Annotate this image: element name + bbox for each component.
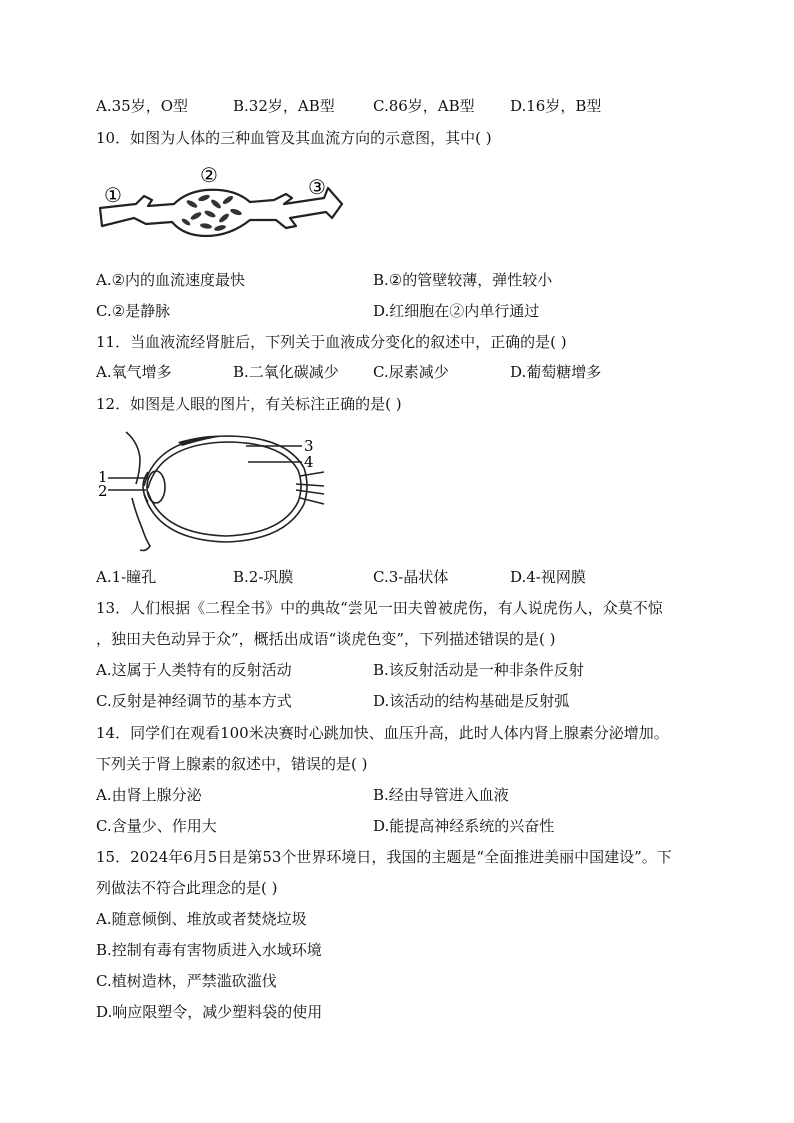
q13-option-b: B.该反射活动是一种非条件反射 (373, 661, 584, 679)
q14-option-a: A.由肾上腺分泌 (96, 786, 202, 804)
eye-label-2: 2 (98, 482, 108, 500)
q13-option-a: A.这属于人类特有的反射活动 (96, 661, 292, 679)
label-3: ③ (308, 175, 326, 199)
q9-option-c: C.86岁，AB型 (373, 97, 475, 115)
q14-option-c: C.含量少、作用大 (96, 817, 217, 835)
q15-option-a: A.随意倾倒、堆放或者焚烧垃圾 (96, 910, 307, 928)
q11-option-d: D.葡萄糖增多 (510, 363, 602, 381)
q12-option-d: D.4-视网膜 (510, 568, 586, 586)
eye-figure (96, 428, 326, 556)
q15-option-c: C.植树造林，严禁滥砍滥伐 (96, 972, 277, 990)
eye-label-1: 1 (98, 468, 108, 486)
q10-option-c: C.②是静脉 (96, 302, 171, 320)
q11-option-c: C.尿素减少 (373, 363, 449, 381)
blood-vessel-figure (96, 160, 346, 250)
q11-stem: 11．当血液流经肾脏后，下列关于血液成分变化的叙述中，正确的是( ) (96, 333, 567, 351)
q10-option-d: D.红细胞在②内单行通过 (373, 302, 540, 320)
q14-option-d: D.能提高神经系统的兴奋性 (373, 817, 555, 835)
q15-stem-line-1: 15．2024年6月5日是第53个世界环境日，我国的主题是“全面推进美丽中国建设”。下 (96, 848, 672, 866)
q14-option-b: B.经由导管进入血液 (373, 786, 509, 804)
q10-option-b: B.②的管壁较薄，弹性较小 (373, 271, 553, 289)
q9-option-d: D.16岁，B型 (510, 97, 602, 115)
eye-label-4: 4 (304, 453, 314, 471)
q12-option-b: B.2-巩膜 (233, 568, 294, 586)
eye-label-3: 3 (304, 437, 314, 455)
q11-option-a: A.氧气增多 (96, 363, 172, 381)
q13-option-c: C.反射是神经调节的基本方式 (96, 692, 292, 710)
label-2: ② (200, 163, 218, 187)
q10-option-a: A.②内的血流速度最快 (96, 271, 246, 289)
q15-stem-line-2: 列做法不符合此理念的是( ) (96, 879, 278, 897)
q15-option-b: B.控制有毒有害物质进入水域环境 (96, 941, 322, 959)
q11-option-b: B.二氧化碳减少 (233, 363, 339, 381)
q12-option-a: A.1-瞳孔 (96, 568, 157, 586)
q12-option-c: C.3-晶状体 (373, 568, 449, 586)
q9-option-b: B.32岁，AB型 (233, 97, 335, 115)
q9-option-a: A.35岁，O型 (96, 97, 188, 115)
q13-option-d: D.该活动的结构基础是反射弧 (373, 692, 570, 710)
q12-stem: 12．如图是人眼的图片，有关标注正确的是( ) (96, 395, 402, 413)
q13-stem-line-2: ，独田夫色动异于众”，概括出成语“谈虎色变”，下列描述错误的是( ) (96, 630, 556, 648)
q13-stem-line-1: 13．人们根据《二程全书》中的典故“尝见一田夫曾被虎伤，有人说虎伤人，众莫不惊 (96, 599, 663, 617)
q10-stem: 10．如图为人体的三种血管及其血流方向的示意图，其中( ) (96, 129, 492, 147)
label-1: ① (104, 183, 122, 207)
q14-stem-line-1: 14．同学们在观看100米决赛时心跳加快、血压升高，此时人体内肾上腺素分泌增加。 (96, 724, 669, 742)
q14-stem-line-2: 下列关于肾上腺素的叙述中，错误的是( ) (96, 755, 368, 773)
q15-option-d: D.响应限塑令，减少塑料袋的使用 (96, 1003, 323, 1021)
